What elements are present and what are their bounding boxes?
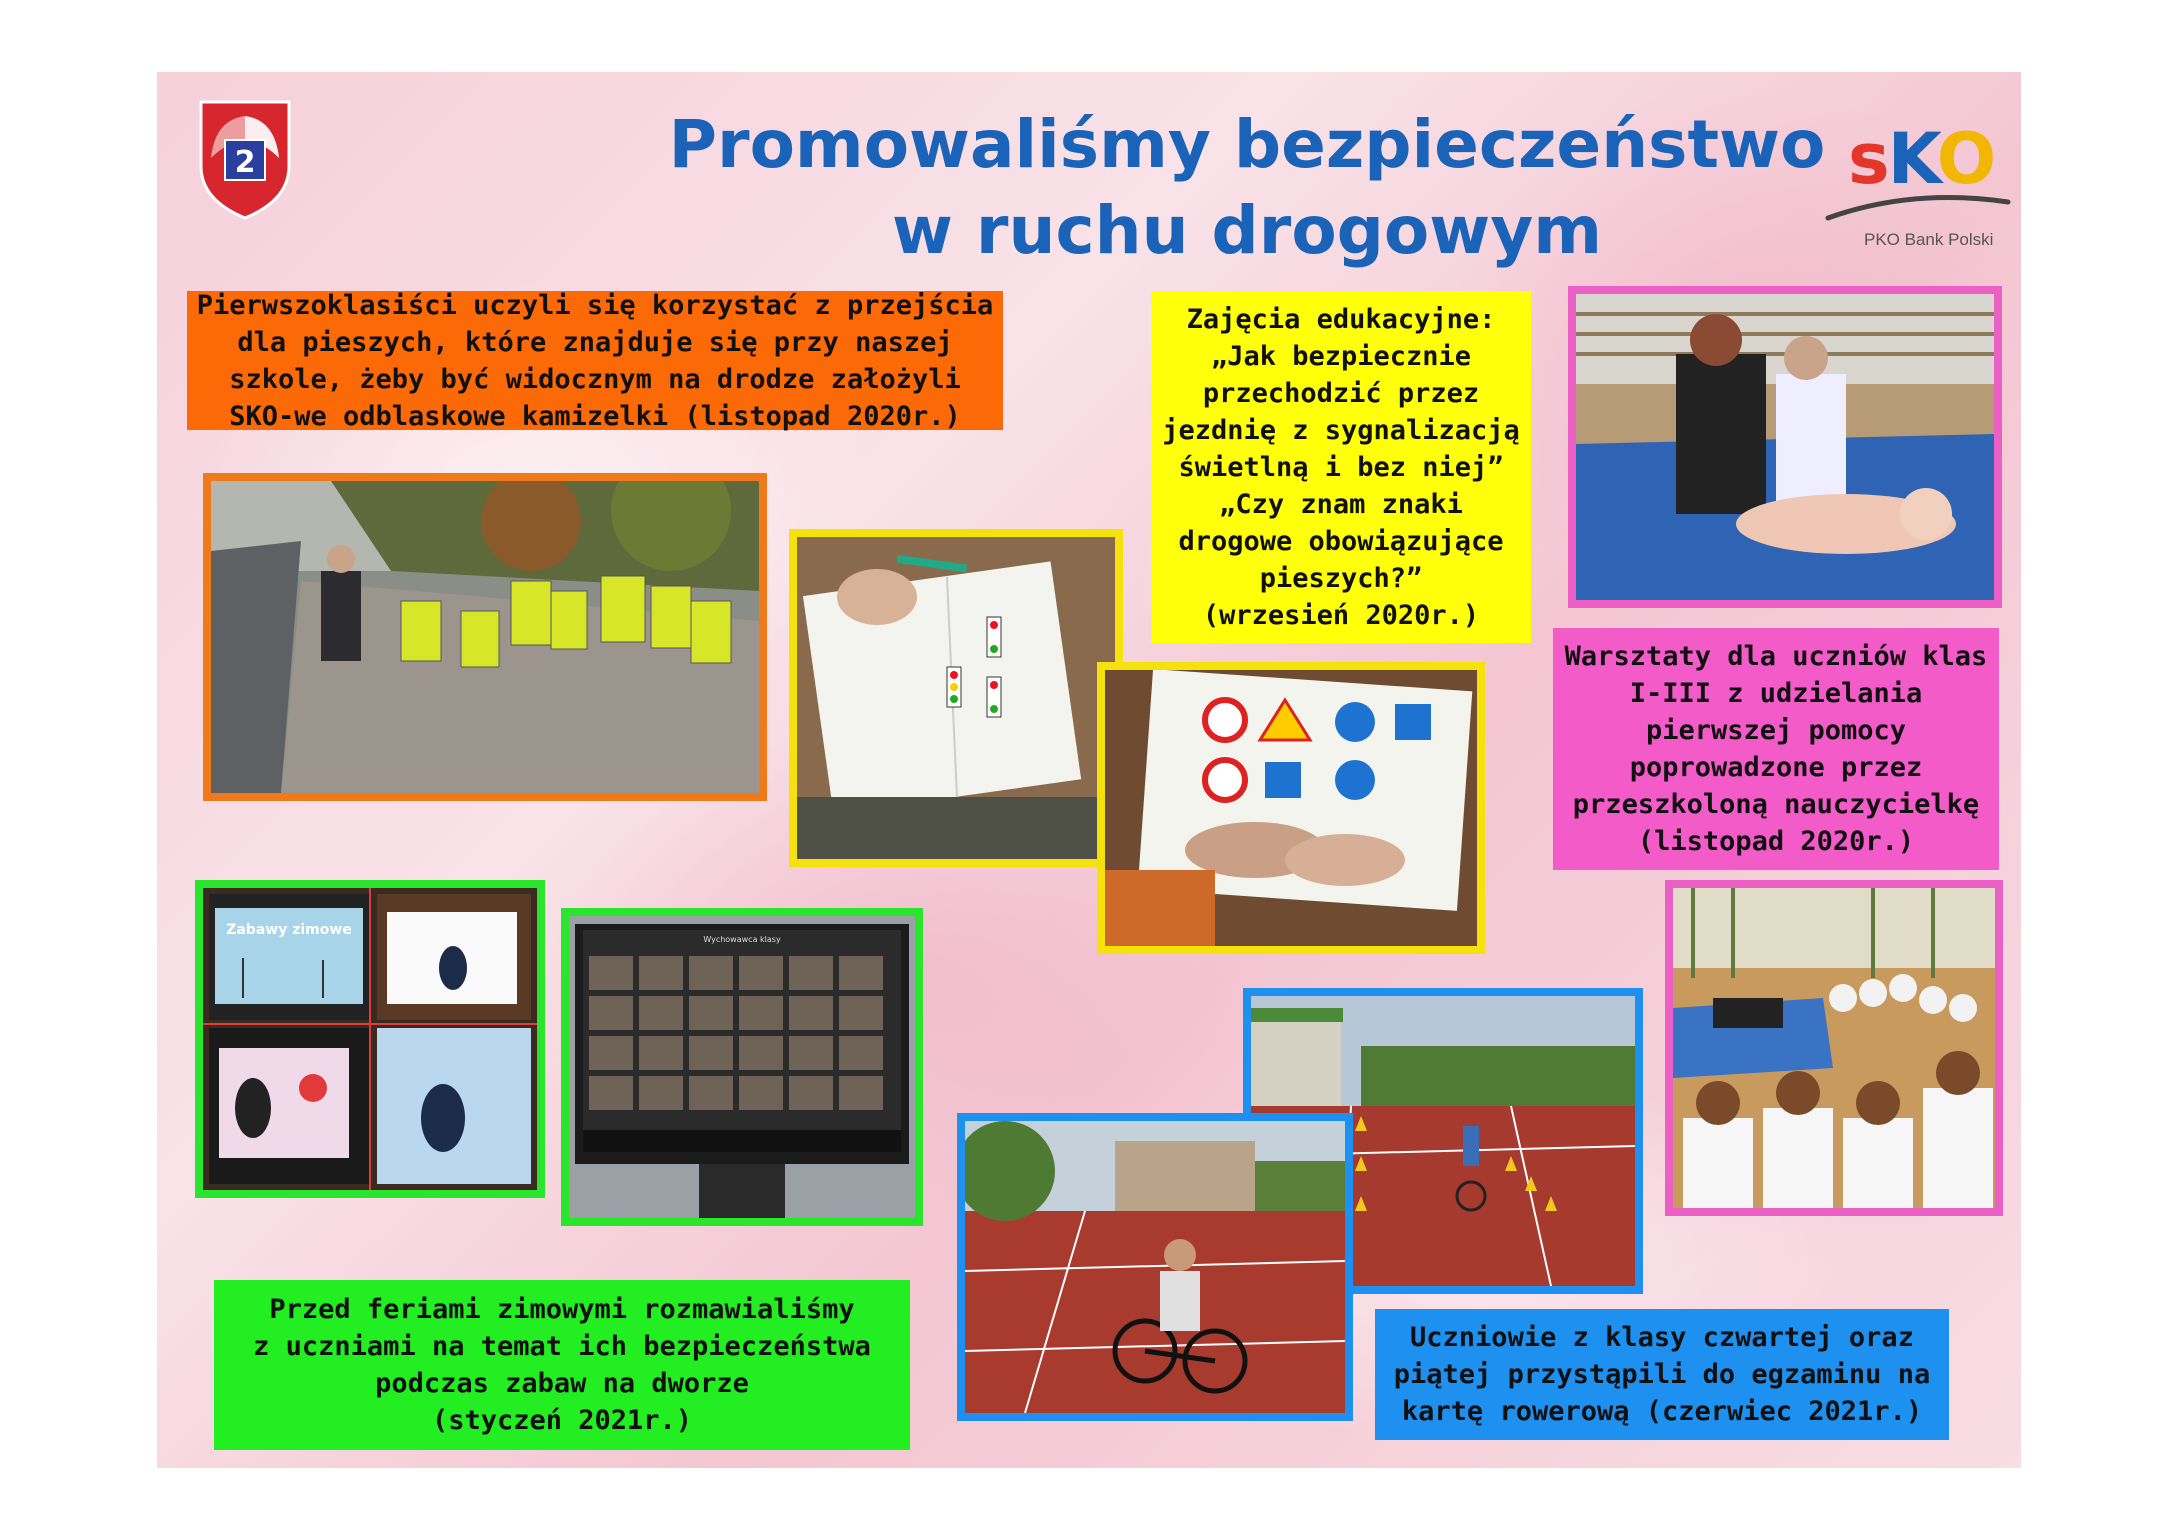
caption-winter-text: Przed feriami zimowymi rozmawialiśmy z uczniami na temat ich bezpieczeństwa podczas zabaw na dworze (styczeń 2021r.) xyxy=(253,1294,871,1436)
page-title xyxy=(557,102,1937,274)
title-line-2: w ruchu drogowym xyxy=(891,192,1603,269)
caption-lessons xyxy=(1151,291,1531,643)
caption-first-aid xyxy=(1553,628,1999,870)
sko-letter: s xyxy=(1848,118,1888,200)
caption-bike-exam-text: Uczniowie z klasy czwartej oraz piątej przystąpili do egzaminu na kartę rowerową (czerwiec 2021r.) xyxy=(1393,1322,1931,1427)
photo-online-meeting-monitor xyxy=(561,908,923,1226)
photo-kids-reflective-vests xyxy=(203,473,767,801)
photo-winter-lesson-screens xyxy=(195,880,545,1198)
sko-letter: K xyxy=(1887,118,1937,200)
caption-winter xyxy=(214,1280,910,1450)
photo-gym-first-aid-group xyxy=(1665,880,2003,1216)
photo-first-aid-training xyxy=(1568,286,2002,608)
caption-crosswalk xyxy=(187,291,1003,430)
title-line-1: Promowaliśmy bezpieczeństwo xyxy=(668,106,1826,183)
photo-notebook-traffic-lights xyxy=(789,529,1123,867)
winter-slide-title: Zabawy zimowe xyxy=(226,922,352,938)
caption-crosswalk-text: Pierwszoklasiści uczyli się korzystać z przejścia dla pieszych, które znajduje się przy naszej szkole, żeby być widocznym na drodze założyli SKO-we odblaskowe kamizelki (listopad 2020r.) xyxy=(196,289,994,432)
sko-bank-name: PKO Bank Polski xyxy=(1864,230,1994,249)
caption-lessons-text: Zajęcia edukacyjne: „Jak bezpiecznie przechodzić przez jezdnię z sygnalizacją świetlną i bez niej” „Czy znam znaki drogowe obowiązujące pieszych?” (wrzesień 2020r.) xyxy=(1162,303,1520,631)
caption-bike-exam xyxy=(1375,1309,1949,1440)
poster xyxy=(157,72,2021,1468)
meeting-window-title: Wychowawca klasy xyxy=(703,935,781,944)
sko-logo xyxy=(1822,118,2012,258)
photo-road-signs-workbook xyxy=(1097,662,1485,954)
photo-boy-riding-bike xyxy=(957,1113,1353,1421)
sko-letter: O xyxy=(1936,118,1995,200)
caption-first-aid-text: Warsztaty dla uczniów klas I-III z udzielania pierwszej pomocy poprowadzone przez przeszkoloną nauczycielkę (listopad 2020r.) xyxy=(1564,641,1988,857)
school-crest-logo xyxy=(193,96,297,220)
crest-number: 2 xyxy=(234,145,256,180)
